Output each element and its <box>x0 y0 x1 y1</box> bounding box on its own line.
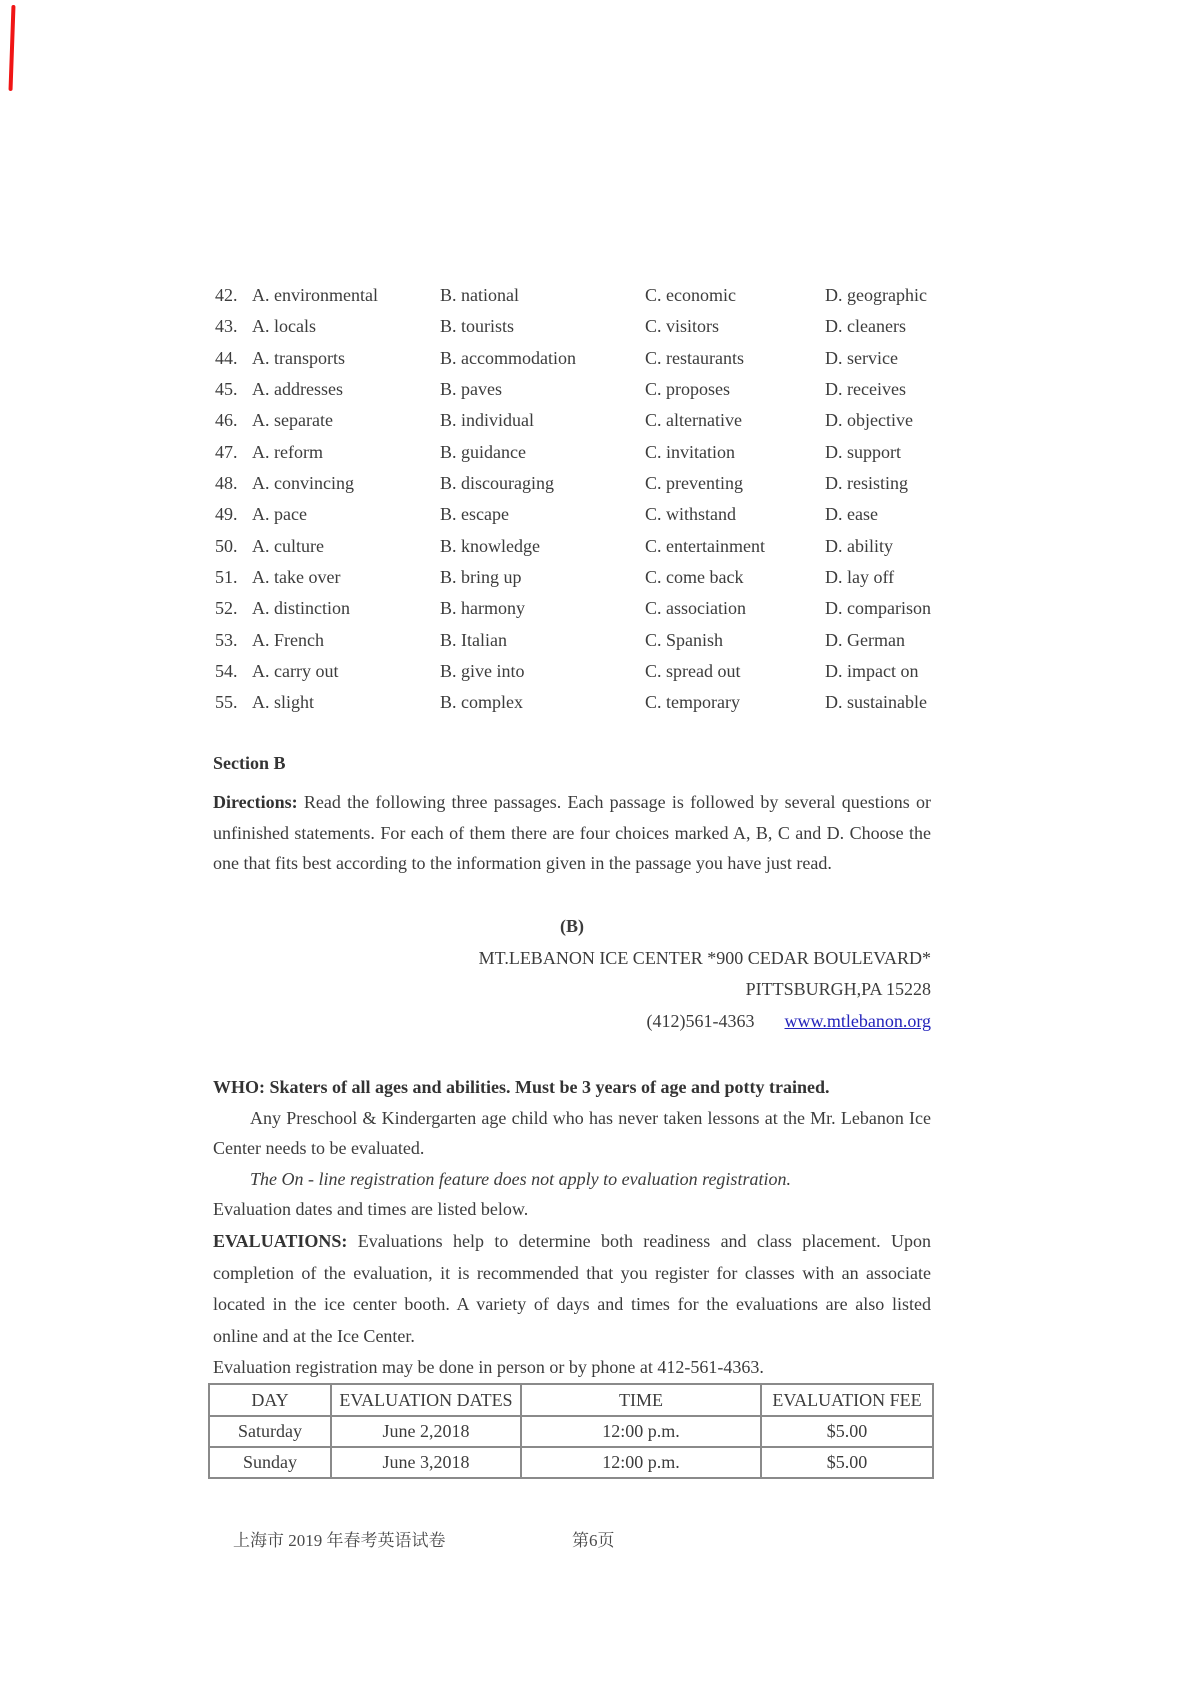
page-footer <box>0 1526 1200 1556</box>
option-b: B. give into <box>440 661 525 682</box>
option-c: C. restaurants <box>645 347 744 368</box>
table-header-cell: TIME <box>521 1384 761 1416</box>
table-cell: 12:00 p.m. <box>521 1416 761 1447</box>
table-cell: Sunday <box>209 1447 331 1478</box>
question-row <box>213 374 943 405</box>
option-d: D. German <box>825 629 905 650</box>
who-section <box>213 1072 931 1225</box>
evaluations-label: EVALUATIONS: <box>213 1231 348 1251</box>
question-row <box>213 437 943 468</box>
contact-line <box>213 1006 931 1038</box>
table-cell: June 2,2018 <box>331 1416 521 1447</box>
option-b: B. complex <box>440 692 523 713</box>
evaluations-line: located in the ice center booth. A variety of days and times for the evaluations are also listed <box>213 1294 931 1315</box>
question-number: 51. <box>215 567 238 588</box>
table-header-cell: DAY <box>209 1384 331 1416</box>
table-header-cell: EVALUATION DATES <box>331 1384 521 1416</box>
question-row <box>213 687 943 718</box>
option-d: D. ability <box>825 535 893 556</box>
passage-header <box>213 911 931 1037</box>
option-d: D. receives <box>825 379 906 400</box>
option-c: C. invitation <box>645 441 735 462</box>
question-row <box>213 656 943 687</box>
question-number: 48. <box>215 473 238 494</box>
question-number: 46. <box>215 410 238 431</box>
who-line: Center needs to be evaluated. <box>213 1138 425 1158</box>
option-c: C. economic <box>645 285 736 305</box>
option-b: B. knowledge <box>440 535 540 556</box>
option-a: A. slight <box>252 692 315 713</box>
cloze-options-list <box>213 280 943 719</box>
option-a: A. locals <box>252 316 316 337</box>
option-d: D. objective <box>825 410 913 431</box>
option-b: B. discouraging <box>440 473 554 494</box>
directions-paragraph <box>213 787 931 879</box>
table-cell: $5.00 <box>761 1447 933 1478</box>
footer-page-number: 第6页 <box>572 1531 615 1550</box>
option-b: B. Italian <box>440 629 507 650</box>
table-row <box>209 1416 933 1447</box>
option-a: A. environmental <box>252 285 378 305</box>
option-a: A. take over <box>252 567 341 588</box>
question-row <box>213 405 943 436</box>
option-b: B. national <box>440 285 519 305</box>
question-number: 43. <box>215 316 238 337</box>
evaluations-line: online and at the Ice Center. <box>213 1325 415 1346</box>
table-header-row <box>209 1384 933 1416</box>
option-c: C. association <box>645 598 746 619</box>
table-cell: Saturday <box>209 1416 331 1447</box>
passage-label: (B) <box>560 916 584 936</box>
option-d: D. lay off <box>825 567 895 588</box>
directions-line: Directions: Read the following three passages. Each passage is followed by several questions or <box>213 792 931 812</box>
table-cell: June 3,2018 <box>331 1447 521 1478</box>
option-a: A. convincing <box>252 473 354 494</box>
option-d: D. impact on <box>825 661 919 682</box>
option-c: C. visitors <box>645 316 720 337</box>
question-row <box>213 343 943 374</box>
option-b: B. bring up <box>440 567 522 588</box>
table-cell: 12:00 p.m. <box>521 1447 761 1478</box>
evaluations-paragraph <box>213 1226 931 1352</box>
option-d: D. support <box>825 441 901 462</box>
question-number: 42. <box>215 285 238 305</box>
option-a: A. transports <box>252 347 345 368</box>
option-d: D. ease <box>825 504 878 525</box>
question-number: 47. <box>215 441 238 462</box>
question-number: 52. <box>215 598 238 619</box>
who-line: Any Preschool & Kindergarten age child who has never taken lessons at the Mr. Lebanon Ice <box>250 1107 931 1128</box>
option-c: C. preventing <box>645 473 743 494</box>
option-c: C. temporary <box>645 692 740 713</box>
question-row <box>213 531 943 562</box>
option-d: D. geographic <box>825 285 927 305</box>
online-note: The On - line registration feature does not apply to evaluation registration. <box>250 1168 791 1189</box>
section-b-heading: Section B <box>213 753 286 773</box>
option-a: A. French <box>252 629 324 650</box>
table-row <box>209 1447 933 1478</box>
option-a: A. culture <box>252 535 324 556</box>
footer-exam-title: 上海市 2019 年春考英语试卷 <box>233 1531 446 1550</box>
option-d: D. sustainable <box>825 692 927 713</box>
phone-number: (412)561-4363 <box>646 1010 755 1031</box>
question-number: 55. <box>215 692 238 713</box>
option-d: D. service <box>825 347 898 368</box>
option-a: A. pace <box>252 504 307 525</box>
question-number: 53. <box>215 629 238 650</box>
option-a: A. separate <box>252 410 333 431</box>
option-a: A. carry out <box>252 661 339 682</box>
center-name-line: MT.LEBANON ICE CENTER *900 CEDAR BOULEVARD* <box>478 947 931 968</box>
option-c: C. proposes <box>645 379 730 400</box>
option-b: B. tourists <box>440 316 515 337</box>
who-heading: WHO: Skaters of all ages and abilities. Must be 3 years of age and potty trained. <box>213 1077 830 1097</box>
option-a: A. distinction <box>252 598 350 619</box>
option-d: D. comparison <box>825 598 931 619</box>
listed-below-line: Evaluation dates and times are listed below. <box>213 1199 529 1219</box>
option-b: B. guidance <box>440 441 526 462</box>
option-d: D. cleaners <box>825 316 906 337</box>
option-c: C. entertainment <box>645 535 765 556</box>
question-row <box>213 311 943 342</box>
option-c: C. withstand <box>645 504 737 525</box>
option-b: B. accommodation <box>440 347 576 368</box>
table-header-cell: EVALUATION FEE <box>761 1384 933 1416</box>
question-row <box>213 562 943 593</box>
directions-line: one that fits best according to the information given in the passage you have just read. <box>213 853 832 873</box>
option-b: B. harmony <box>440 598 525 619</box>
option-b: B. individual <box>440 410 534 431</box>
directions-label: Directions: <box>213 792 298 812</box>
registration-line: Evaluation registration may be done in person or by phone at 412-561-4363. <box>213 1357 764 1377</box>
option-a: A. reform <box>252 441 323 462</box>
question-row <box>213 625 943 656</box>
question-row <box>213 593 943 624</box>
option-a: A. addresses <box>252 379 343 400</box>
option-b: B. paves <box>440 379 502 400</box>
city-line: PITTSBURGH,PA 15228 <box>745 979 931 999</box>
question-number: 44. <box>215 347 238 368</box>
question-number: 50. <box>215 535 238 556</box>
evaluations-line: completion of the evaluation, it is recommended that you register for classes with an associate <box>213 1262 931 1283</box>
question-row <box>213 468 943 499</box>
question-row <box>213 499 943 530</box>
option-c: C. come back <box>645 567 744 588</box>
option-d: D. resisting <box>825 473 908 494</box>
website-link[interactable]: www.mtlebanon.org <box>784 1010 931 1031</box>
table-cell: $5.00 <box>761 1416 933 1447</box>
question-number: 54. <box>215 661 238 682</box>
option-b: B. escape <box>440 504 509 525</box>
directions-line: unfinished statements. For each of them there are four choices marked A, B, C and D. Choose the <box>213 822 931 843</box>
option-c: C. Spanish <box>645 629 724 650</box>
evaluations-line: EVALUATIONS: Evaluations help to determine both readiness and class placement. Upon <box>213 1231 931 1251</box>
option-c: C. alternative <box>645 410 742 431</box>
option-c: C. spread out <box>645 661 741 682</box>
question-number: 45. <box>215 379 238 400</box>
schedule-table <box>208 1383 934 1479</box>
red-scan-mark <box>9 5 16 91</box>
question-row <box>213 280 943 311</box>
question-number: 49. <box>215 504 238 525</box>
